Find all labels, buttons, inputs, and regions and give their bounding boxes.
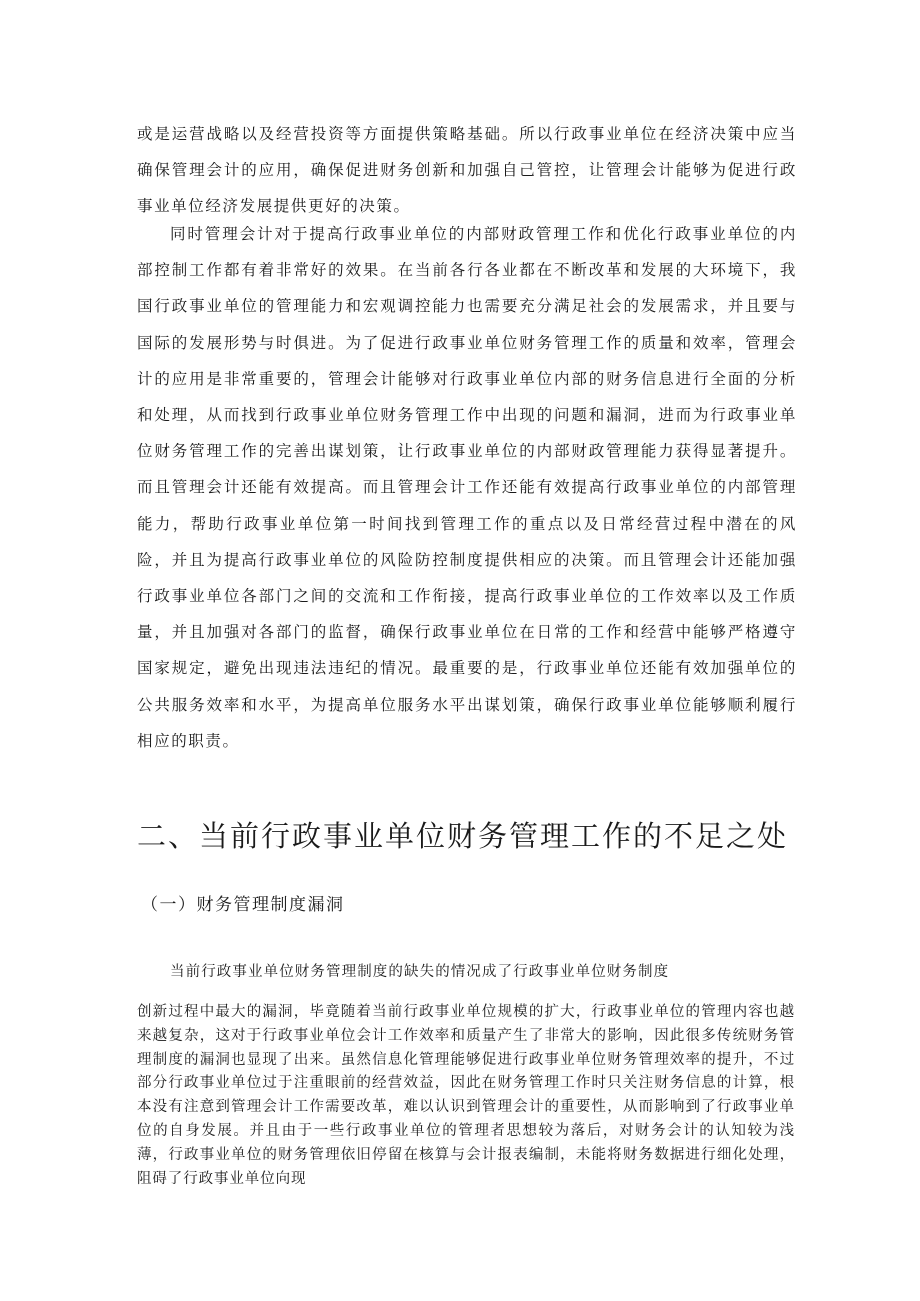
section-heading: 二、当前行政事业单位财务管理工作的不足之处 — [137, 819, 789, 853]
body-paragraph: 或是运营战略以及经营投资等方面提供策略基础。所以行政事业单位在经济决策中应当确保管理会计的应用，确保促进财务创新和加强自己管控，让管理会计能够为促进行政事业单位经济发展提供更好的决策。 — [137, 125, 797, 215]
body-paragraph: 同时管理会计对于提高行政事业单位的内部财政管理工作和优化行政事业单位的内部控制工作都有着非常好的效果。在当前各行各业都在不断改革和发展的大环境下，我国行政事业单位的管理能力和宏观调控能力也需要充分满足社会的发展需求，并且要与国际的发展形势与时俱进。为了促进行政事业单位财务管理工作的质量和效率，管理会计的应用是非常重要的，管理会计能够对行政事业单位内部的财务信息进行全面的分析和处理，从而找到行政事业单位财务管理工作中出现的问题和漏洞，进而为行政事业单位财务管理工作的完善出谋划策，让行政事业单位的内部财政管理能力获得显著提升。而且管理会计还能有效提高。而且管理会计工作还能有效提高行政事业单位的内部管理能力，帮助行政事业单位第一时间找到管理工作的重点以及日常经营过程中潜在的风险，并且为提高行政事业单位的风险防控制度提供相应的决策。而且管理会计还能加强行政事业单位各部门之间的交流和工作衔接，提高行政事业单位的工作效率以及工作质量，并且加强对各部门的监督，确保行政事业单位在日常的工作和经营中能够严格遵守国家规定，避免出现违法违纪的情况。最重要的是，行政事业单位还能有效加强单位的公共服务效率和水平，为提高单位服务水平出谋划策，确保行政事业单位能够顺利履行相应的职责。 — [137, 225, 797, 750]
body-paragraph-lead: 当前行政事业单位财务管理制度的缺失的情况成了行政事业单位财务制度 — [170, 964, 670, 980]
body-paragraph: 创新过程中最大的漏洞，毕竟随着当前行政事业单位规模的扩大，行政事业单位的管理内容也越来越复杂，这对于行政事业单位会计工作效率和质量产生了非常大的影响，因此很多传统财务管理制度的漏洞也显现了出来。虽然信息化管理能够促进行政事业单位财务管理效率的提升，不过部分行政事业单位过于注重眼前的经营效益，因此在财务管理工作时只关注财务信息的计算，根本没有注意到管理会计工作需要改革，难以认识到管理会计的重要性，从而影响到了行政事业单位的自身发展。并且由于一些行政事业单位的管理者思想较为落后，对财务会计的认知较为浅薄，行政事业单位的财务管理依旧停留在核算与会计报表编制，未能将财务数据进行细化处理，阻碍了行政事业单位向现 — [137, 1004, 795, 1187]
subsection-heading: （一）财务管理制度漏洞 — [141, 895, 345, 915]
